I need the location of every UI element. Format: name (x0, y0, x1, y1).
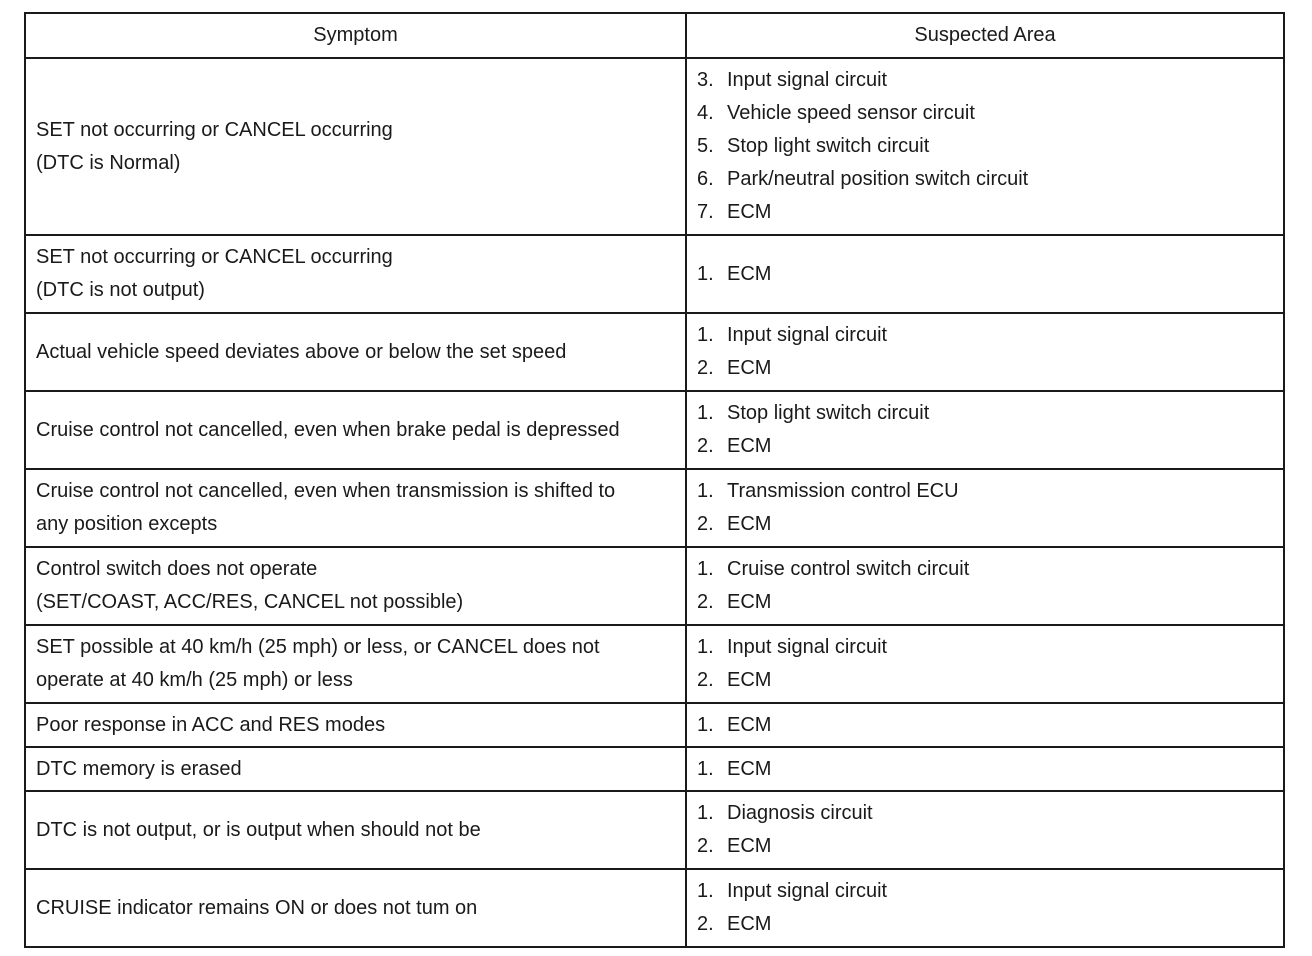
table-row (25, 391, 1284, 469)
table-row (25, 58, 1284, 235)
suspected-area-list (697, 319, 1273, 385)
item-number: 2. (697, 435, 714, 457)
table-row (25, 469, 1284, 547)
item-text: ECM (727, 262, 772, 285)
symptom-cell (25, 703, 686, 747)
suspected-area-cell (686, 747, 1284, 791)
symptom-text: DTC memory is erased (36, 757, 242, 780)
item-text: ECM (727, 713, 772, 736)
item-number: 2. (697, 913, 714, 935)
item-text: Cruise control switch circuit (727, 558, 970, 580)
symptom-text: SET not occurring or CANCEL occurring (36, 246, 393, 268)
suspected-area-cell (686, 391, 1284, 469)
list-item (697, 64, 1273, 97)
suspected-area-cell (686, 313, 1284, 391)
item-text: Transmission control ECU (727, 480, 959, 502)
suspected-area-list (697, 797, 1273, 863)
list-item (697, 430, 1273, 463)
list-item (697, 319, 1273, 352)
table-body (25, 58, 1284, 947)
symptom-text: CRUISE indicator remains ON or does not tum on (36, 896, 478, 919)
table-row (25, 625, 1284, 703)
item-number: 2. (697, 357, 714, 379)
symptom-cell (25, 313, 686, 391)
suspected-area-list (697, 397, 1273, 463)
list-item (697, 553, 1273, 586)
suspected-area-cell (686, 547, 1284, 625)
item-number: 1. (697, 880, 714, 902)
list-item (697, 753, 1273, 786)
table-row (25, 313, 1284, 391)
table-row (25, 235, 1284, 313)
symptom-text: Poor response in ACC and RES modes (36, 713, 386, 736)
item-number: 1. (697, 802, 714, 824)
symptom-cell (25, 547, 686, 625)
item-text: Diagnosis circuit (727, 802, 873, 824)
symptom-cell (25, 391, 686, 469)
symptom-text: DTC is not output, or is output when should not be (36, 818, 481, 841)
symptom-cell (25, 747, 686, 791)
item-number: 1. (697, 558, 714, 580)
item-number: 1. (697, 757, 714, 780)
table-row (25, 747, 1284, 791)
item-number: 1. (697, 636, 714, 658)
suspected-area-list (697, 875, 1273, 941)
item-number: 7. (697, 201, 714, 223)
table-header (25, 13, 1284, 58)
item-number: 4. (697, 102, 714, 124)
list-item (697, 130, 1273, 163)
item-text: Stop light switch circuit (727, 402, 930, 424)
list-item (697, 631, 1273, 664)
list-item (697, 908, 1273, 941)
symptom-text: SET possible at 40 km/h (25 mph) or less, or CANCEL does not (36, 636, 600, 658)
list-item (697, 797, 1273, 830)
symptom-table (24, 12, 1285, 948)
item-number: 6. (697, 168, 714, 190)
header-row (25, 13, 1284, 58)
symptom-text: SET not occurring or CANCEL occurring (36, 118, 393, 141)
item-text: ECM (727, 669, 772, 691)
suspected-area-cell (686, 625, 1284, 703)
item-text: ECM (727, 913, 772, 935)
item-number: 1. (697, 402, 714, 424)
header-symptom: Symptom (25, 13, 686, 58)
item-text: ECM (727, 357, 772, 379)
suspected-area-cell (686, 235, 1284, 313)
suspected-area-cell (686, 869, 1284, 947)
suspected-area-list (697, 258, 1273, 291)
table-row (25, 869, 1284, 947)
symptom-cell (25, 791, 686, 869)
symptom-cell (25, 58, 686, 235)
item-text: ECM (727, 591, 772, 613)
item-text: ECM (727, 513, 772, 535)
symptom-cell (25, 869, 686, 947)
item-number: 5. (697, 135, 714, 157)
list-item (697, 830, 1273, 863)
list-item (697, 352, 1273, 385)
item-number: 2. (697, 835, 714, 857)
item-number: 2. (697, 513, 714, 535)
symptom-cell (25, 469, 686, 547)
symptom-text: (DTC is Normal) (36, 151, 181, 174)
item-number: 3. (697, 69, 714, 91)
symptom-text: any position excepts (36, 513, 218, 535)
suspected-area-cell (686, 469, 1284, 547)
item-text: Input signal circuit (727, 880, 888, 902)
suspected-area-list (697, 475, 1273, 541)
symptom-text: operate at 40 km/h (25 mph) or less (36, 669, 353, 691)
item-text: Input signal circuit (727, 324, 888, 346)
symptom-text: Actual vehicle speed deviates above or below the set speed (36, 340, 567, 363)
item-number: 1. (697, 480, 714, 502)
symptom-text: Control switch does not operate (36, 558, 318, 580)
item-number: 1. (697, 713, 714, 736)
suspected-area-list (697, 631, 1273, 697)
table-row (25, 791, 1284, 869)
item-text: ECM (727, 757, 772, 780)
item-text: Stop light switch circuit (727, 135, 930, 157)
suspected-area-list (697, 753, 1273, 786)
item-text: Input signal circuit (727, 69, 888, 91)
suspected-area-list (697, 709, 1273, 742)
symptom-text: Cruise control not cancelled, even when transmission is shifted to (36, 480, 616, 502)
list-item (697, 475, 1273, 508)
list-item (697, 397, 1273, 430)
symptom-cell (25, 625, 686, 703)
list-item (697, 196, 1273, 229)
symptom-cell (25, 235, 686, 313)
item-text: ECM (727, 201, 772, 223)
list-item (697, 664, 1273, 697)
item-number: 1. (697, 324, 714, 346)
item-text: ECM (727, 435, 772, 457)
list-item (697, 97, 1273, 130)
suspected-area-cell (686, 58, 1284, 235)
list-item (697, 508, 1273, 541)
list-item (697, 709, 1273, 742)
item-number: 2. (697, 669, 714, 691)
table-row (25, 703, 1284, 747)
header-suspected-area: Suspected Area (686, 13, 1284, 58)
symptom-text: (SET/COAST, ACC/RES, CANCEL not possible) (36, 591, 464, 613)
suspected-area-cell (686, 703, 1284, 747)
list-item (697, 586, 1273, 619)
list-item (697, 258, 1273, 291)
item-text: Vehicle speed sensor circuit (727, 102, 975, 124)
suspected-area-list (697, 553, 1273, 619)
table-row (25, 547, 1284, 625)
item-text: ECM (727, 835, 772, 857)
suspected-area-list (697, 64, 1273, 229)
list-item (697, 875, 1273, 908)
list-item (697, 163, 1273, 196)
symptom-text: Cruise control not cancelled, even when brake pedal is depressed (36, 418, 620, 441)
item-text: Input signal circuit (727, 636, 888, 658)
symptom-text: (DTC is not output) (36, 279, 205, 301)
suspected-area-cell (686, 791, 1284, 869)
item-number: 2. (697, 591, 714, 613)
item-number: 1. (697, 262, 714, 285)
item-text: Park/neutral position switch circuit (727, 168, 1029, 190)
